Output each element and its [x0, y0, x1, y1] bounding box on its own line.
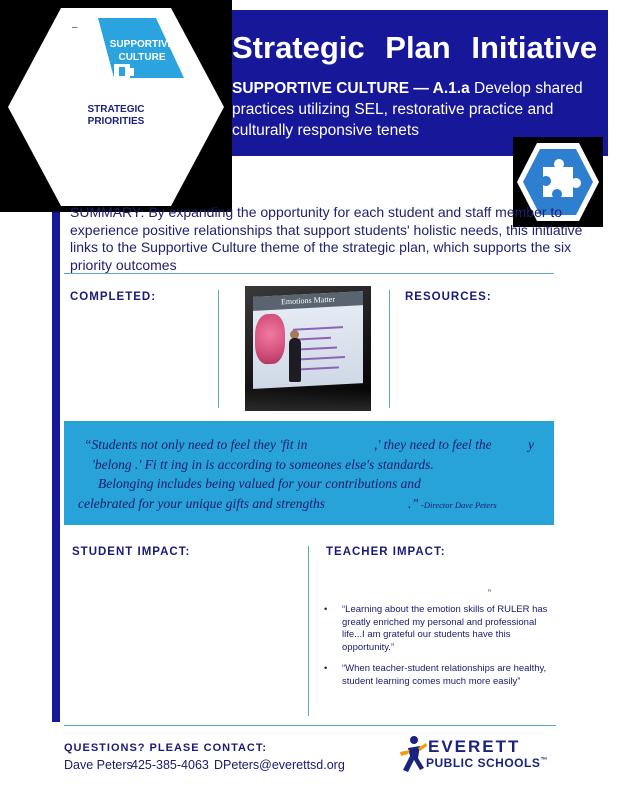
quote-line-1b: ,' they need to feel the	[374, 437, 492, 452]
hex-banner-text-2: CULTURE	[118, 52, 166, 63]
hex-caption-1: STRATEGIC	[87, 104, 145, 115]
teacher-quote-2: “When teacher-student relationships are healthy, student learning comes much more easily”	[342, 663, 547, 687]
completed-label: COMPLETED:	[70, 291, 157, 303]
district-name-line-1: EVERETT	[428, 737, 521, 756]
logo-backdrop	[0, 0, 232, 212]
teacher-quote-1: “Learning about the emotion skills of RULER has greatly enriched my personal and professional life...I am grateful our students have this opportunity.”	[342, 604, 548, 653]
impact-divider	[308, 546, 309, 716]
initiative-description: Develop shared practices utilizing SEL, restorative practice and culturally responsive tenets	[232, 80, 583, 139]
initiative-code: SUPPORTIVE CULTURE — A.1.a	[232, 80, 470, 97]
summary-divider	[64, 273, 554, 274]
contact-email[interactable]: DPeters@everettsd.org	[214, 758, 345, 772]
resources-divider	[389, 290, 390, 408]
stage-shadow	[245, 389, 371, 411]
stray-quote-mark: ”	[488, 588, 491, 598]
quote-line-1a: “Students not only need to feel they 'fit in	[84, 437, 308, 452]
quote-line-1c: y	[528, 437, 534, 452]
list-item	[322, 663, 554, 688]
hex-caption-2: PRIORITIES	[87, 116, 145, 127]
summary-text: SUMMARY: By expanding the opportunity for each student and staff member to experience positive relationships that support students' holistic needs, this initiative links to the Supportive Culture theme of the strategic plan, which supports the six priority outcomes	[70, 204, 583, 273]
quote-line-4b: .”	[408, 496, 419, 511]
resources-label: RESOURCES:	[405, 291, 492, 303]
screen-text-line	[293, 326, 343, 331]
district-name-line-2	[426, 756, 548, 770]
contact-phone[interactable]: 425-385-4063	[131, 758, 209, 772]
bullet-marker: •	[324, 604, 328, 615]
quote-line-4a: celebrated for your unique gifts and strengths	[78, 496, 325, 511]
completed-divider	[218, 290, 219, 408]
strategic-priorities-hex-logo	[6, 4, 226, 210]
page-title: Strategic Plan Initiative	[232, 30, 598, 65]
quote-line-2: 'belong .' Fi tt ing in is according to someones else's standards.	[92, 457, 434, 472]
student-impact-label: STUDENT IMPACT:	[72, 546, 191, 558]
footer-divider	[64, 725, 556, 726]
emotions-matter-photo	[245, 286, 371, 411]
runner-icon	[398, 734, 428, 776]
speaker-figure	[289, 338, 301, 382]
left-frame-bar	[52, 160, 60, 722]
screen-artwork	[255, 313, 285, 365]
bullet-marker: •	[324, 663, 328, 674]
initiative-subtitle	[232, 78, 592, 141]
list-item	[322, 604, 554, 654]
hex-banner-text-1: SUPPORTIVE	[109, 39, 175, 50]
quote-line-3: Belonging includes being valued for your contributions and	[98, 476, 421, 491]
teacher-impact-label: TEACHER IMPACT:	[326, 546, 446, 558]
quote-attribution: -Director Dave Peters	[421, 500, 497, 510]
district-name-text: PUBLIC SCHOOLS	[426, 756, 541, 770]
contact-label: QUESTIONS? PLEASE CONTACT:	[64, 742, 268, 754]
hex-corner-mark: –	[72, 22, 78, 33]
contact-name: Dave Peters	[64, 758, 133, 772]
teacher-impact-list	[322, 604, 554, 697]
screen-title: Emotions Matter	[253, 291, 363, 311]
quote-box	[64, 421, 554, 525]
presentation-screen	[253, 291, 363, 389]
trademark-mark: ™	[540, 757, 548, 764]
everett-public-schools-logo	[398, 732, 558, 776]
